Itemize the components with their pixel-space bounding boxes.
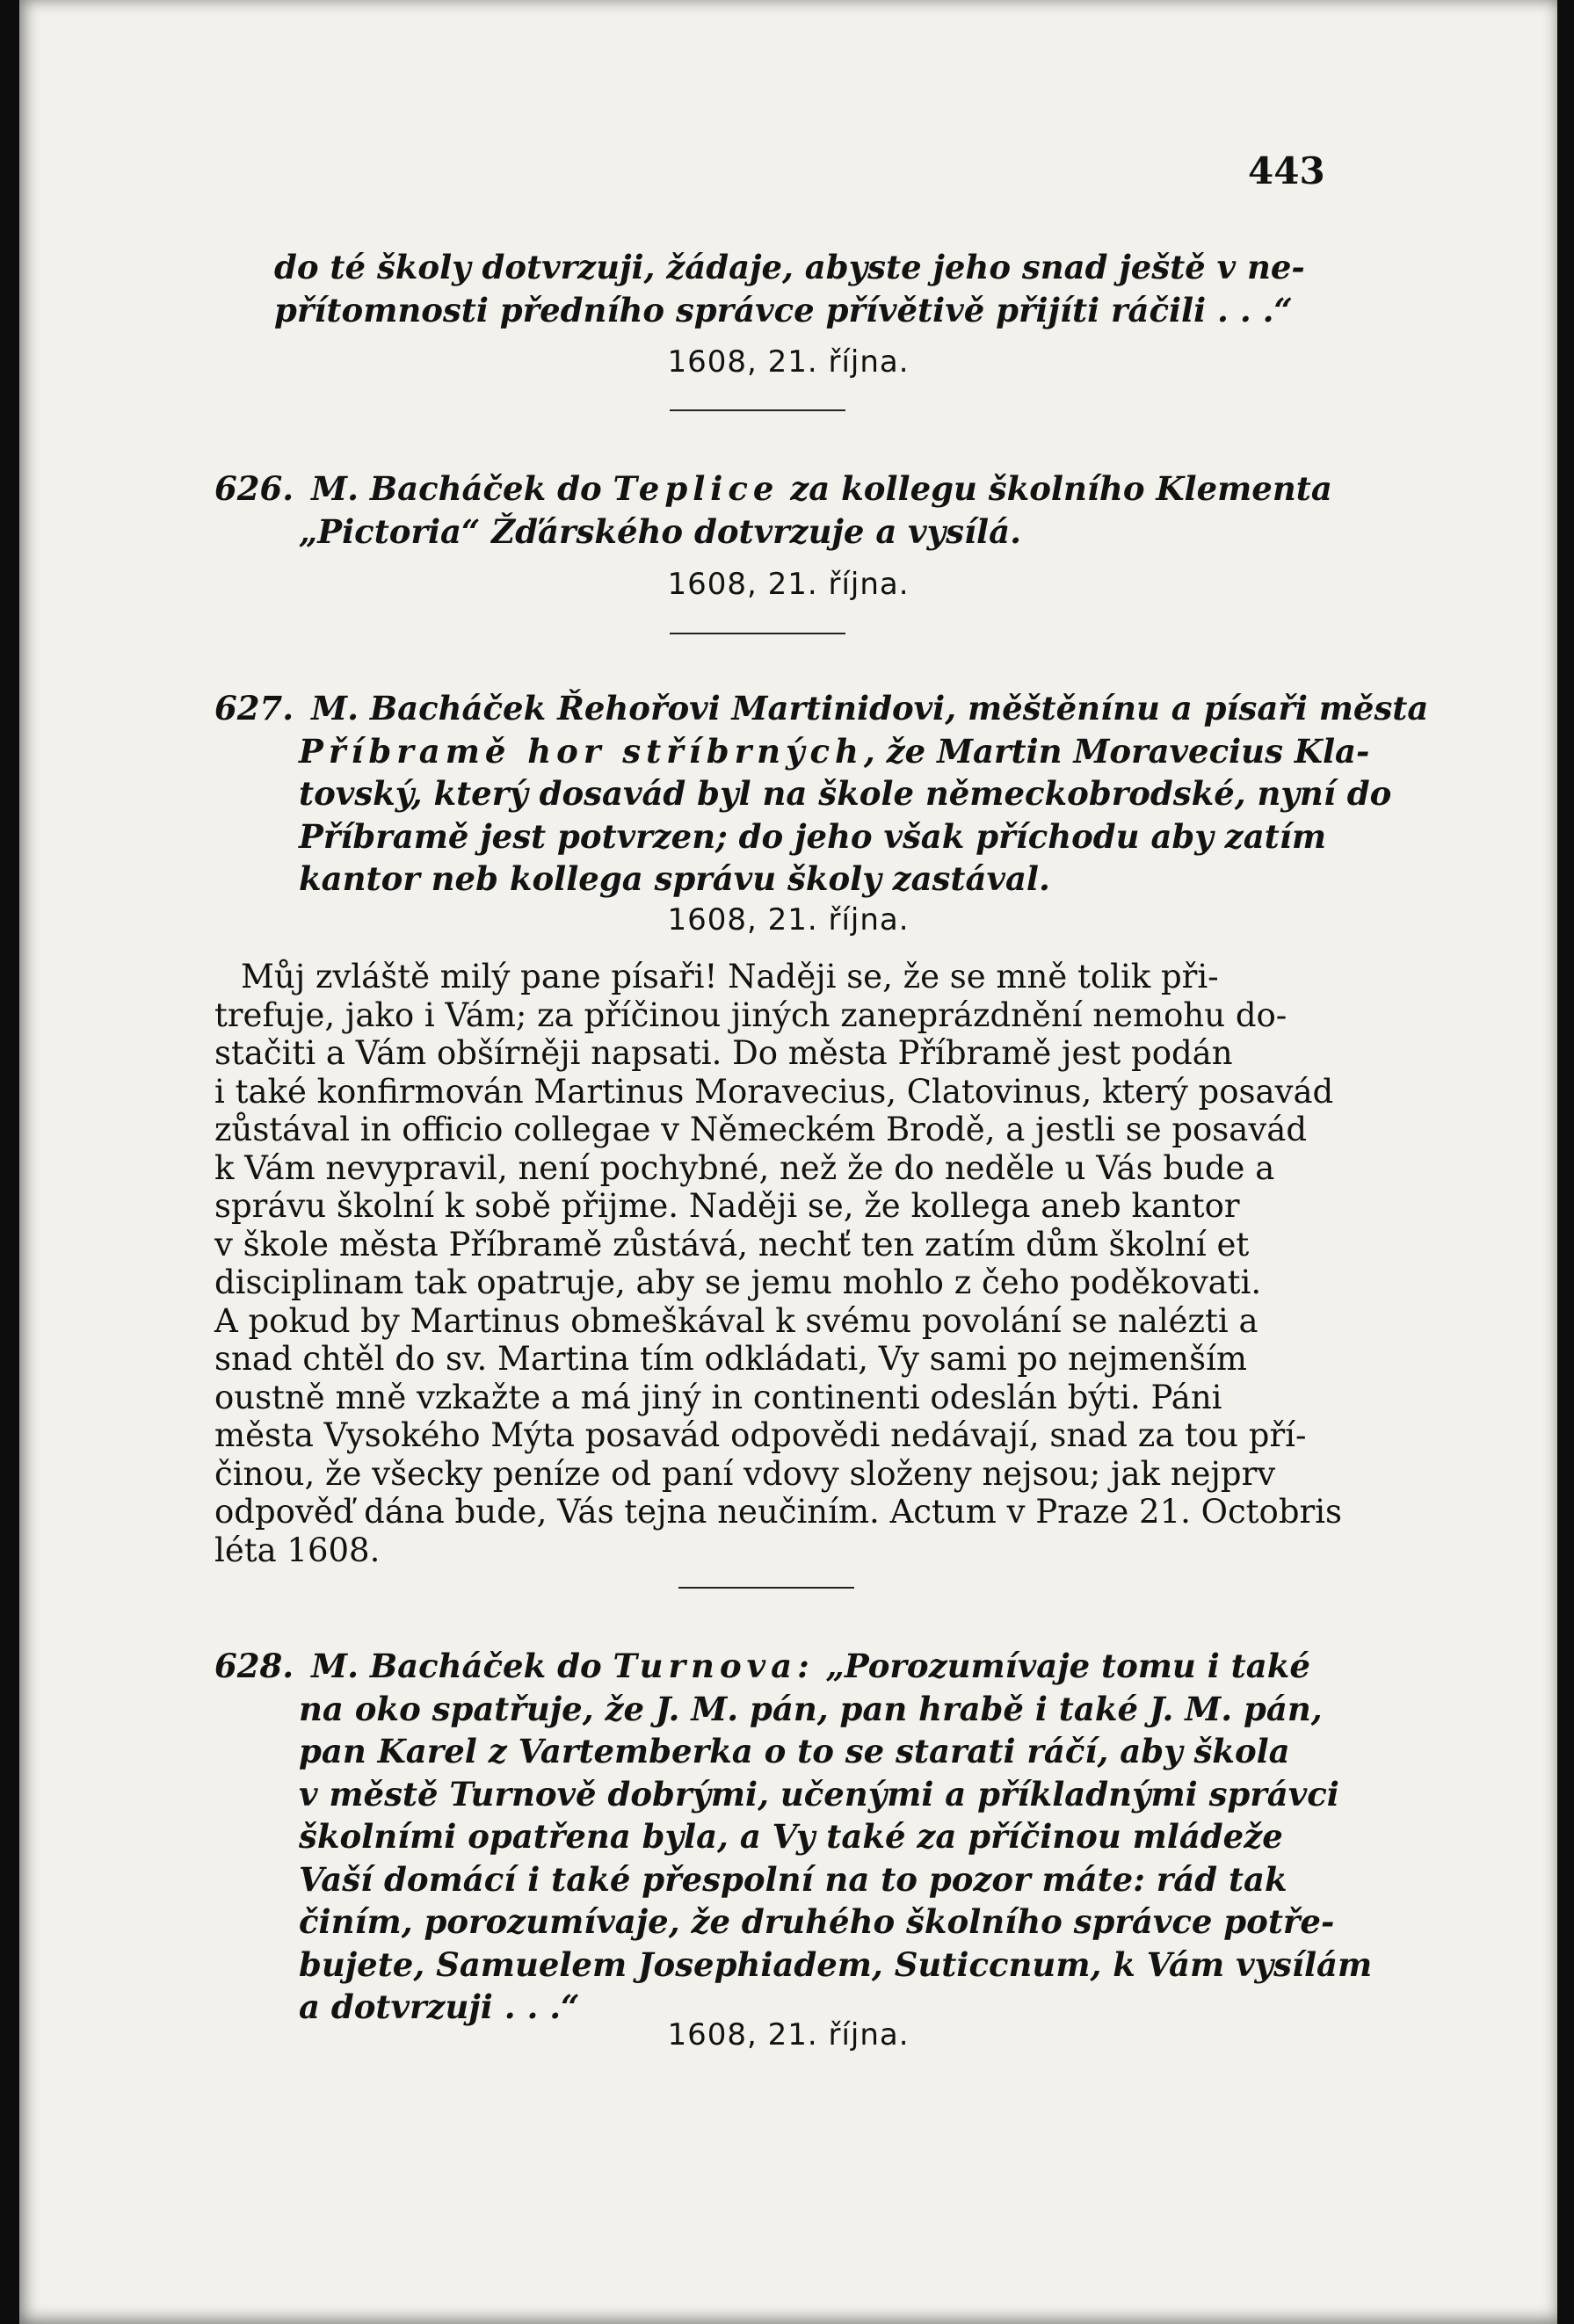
letter-line: zůstával in officio collegae v Německém Brodě, a jestli se posavád [214,1111,1308,1148]
date-line-1: 1608, 21. října. [667,344,910,380]
entry-628-line: Vaší domácí i také přespolní na to pozor máte: rád tak [299,1859,1287,1899]
separator-rule-1 [670,409,845,411]
entry-627 [214,687,1429,901]
intro-line-2: přítomnosti předního správce přívětivě přijíti ráčili . . .“ [274,290,1293,329]
entry-628-author: M. Bacháček do [311,1647,613,1685]
entry-627-line-1-text: M. Bacháček Řehořovi Martinidovi, měštěnínu a písaři města [311,689,1429,728]
entry-626-line-1 [214,467,1332,510]
letter-line: i také konfirmován Martinus Moravecius, Clatovinus, který posavád [214,1072,1334,1111]
entry-628-line: na oko spatřuje, že J. M. pán, pan hrabě i také J. M. pán, [299,1689,1323,1728]
date-line-3: 1608, 21. října. [667,902,910,938]
entry-626-place: Teplice [613,469,780,508]
entry-627-line-1 [214,687,1429,730]
entry-626-author: M. Bacháček do [311,469,613,508]
entry-626-line-2: „Pictoria“ Žďárského dotvrzuje a vysílá. [299,511,1021,551]
book-page [19,0,1557,2324]
entry-626-subject: za kollegu školního Klementa [779,469,1332,508]
entry-628-place: Turnova: [613,1647,815,1685]
entry-627-line-4: Příbramě jest potvrzen; do jeho však příchodu aby zatím [299,816,1326,856]
entry-627-line-2-text: , že Martin Moravecius Kla- [863,731,1370,771]
entry-628 [214,1645,1373,2029]
entry-628-line-1 [214,1645,1320,1688]
entry-627-line-5: kantor neb kollega správu školy zastával. [299,859,1050,898]
date-line-2: 1608, 21. října. [667,567,910,602]
entry-627-line-3: tovský, který dosavád byl na škole německobrodské, nyní do [299,774,1392,813]
letter-line: oustně mně vzkažte a má jiný in continenti odeslán býti. Páni [214,1378,1222,1416]
entry-628-line-1-text: „Porozumívaje tomu i také [814,1647,1310,1685]
entry-627-number: 627. [214,689,294,728]
entry-626 [214,467,1332,553]
entry-628-line: a dotvrzuji . . .“ [299,1987,580,2026]
separator-rule-3 [678,1587,854,1589]
letter-body [214,958,1343,1569]
entry-627-line-2 [214,730,1370,773]
entry-628-line: v městě Turnově dobrými, učenými a příkladnými správci [299,1774,1339,1814]
entry-627-place: Příbramě hor stříbrných [299,731,864,771]
letter-line: snad chtěl do sv. Martina tím odkládati, Vy sami po nejmenším [214,1340,1248,1378]
entry-628-line: činím, porozumívaje, že druhého školního správce potře- [299,1902,1335,1941]
letter-line: v škole města Příbramě zůstává, nechť ten zatím dům školní et [214,1225,1250,1263]
page-number: 443 [1248,149,1325,192]
letter-line: správu školní k sobě přijme. Naději se, že kollega aneb kantor [214,1187,1240,1225]
entry-628-line: pan Karel z Vartemberka o to se starati ráčí, aby škola [299,1732,1290,1770]
intro-paragraph [274,246,1320,331]
letter-line: disciplinam tak opatruje, aby se jemu mohlo z čeho poděkovati. [214,1263,1262,1301]
letter-line: trefuje, jako i Vám; za příčinou jiných zaneprázdnění nemohu do- [214,995,1287,1034]
letter-line: města Vysokého Mýta posavád odpovědi nedávají, snad za tou pří- [214,1416,1307,1454]
letter-line: A pokud by Martinus obmeškával k svému povolání se nalézti a [214,1301,1258,1340]
letter-line: Můj zvláště milý pane písaři! Naději se, že se mně tolik při- [241,958,1219,995]
intro-line-1: do té školy dotvrzuji, žádaje, abyste jeho snad ještě v ne- [274,248,1305,286]
entry-628-line: školními opatřena byla, a Vy také za příčinou mládeže [299,1817,1283,1856]
entry-628-line: bujete, Samuelem Josephiadem, Suticcnum, k Vám vysílám [299,1944,1373,1984]
entry-626-number: 626. [214,469,294,508]
letter-line: stačiti a Vám obšírněji napsati. Do města Příbramě jest podán [214,1034,1233,1072]
letter-line: odpověď dána bude, Vás tejna neučiním. Actum v Praze 21. Octobris [214,1493,1343,1531]
letter-line: léta 1608. [214,1531,381,1569]
separator-rule-2 [670,633,845,634]
letter-line: činou, že všecky peníze od paní vdovy složeny nejsou; jak nejprv [214,1454,1276,1493]
entry-628-number: 628. [214,1647,294,1685]
letter-line: k Vám nevypravil, není pochybné, než že do neděle u Vás bude a [214,1148,1275,1187]
date-line-4: 1608, 21. října. [667,2017,910,2053]
